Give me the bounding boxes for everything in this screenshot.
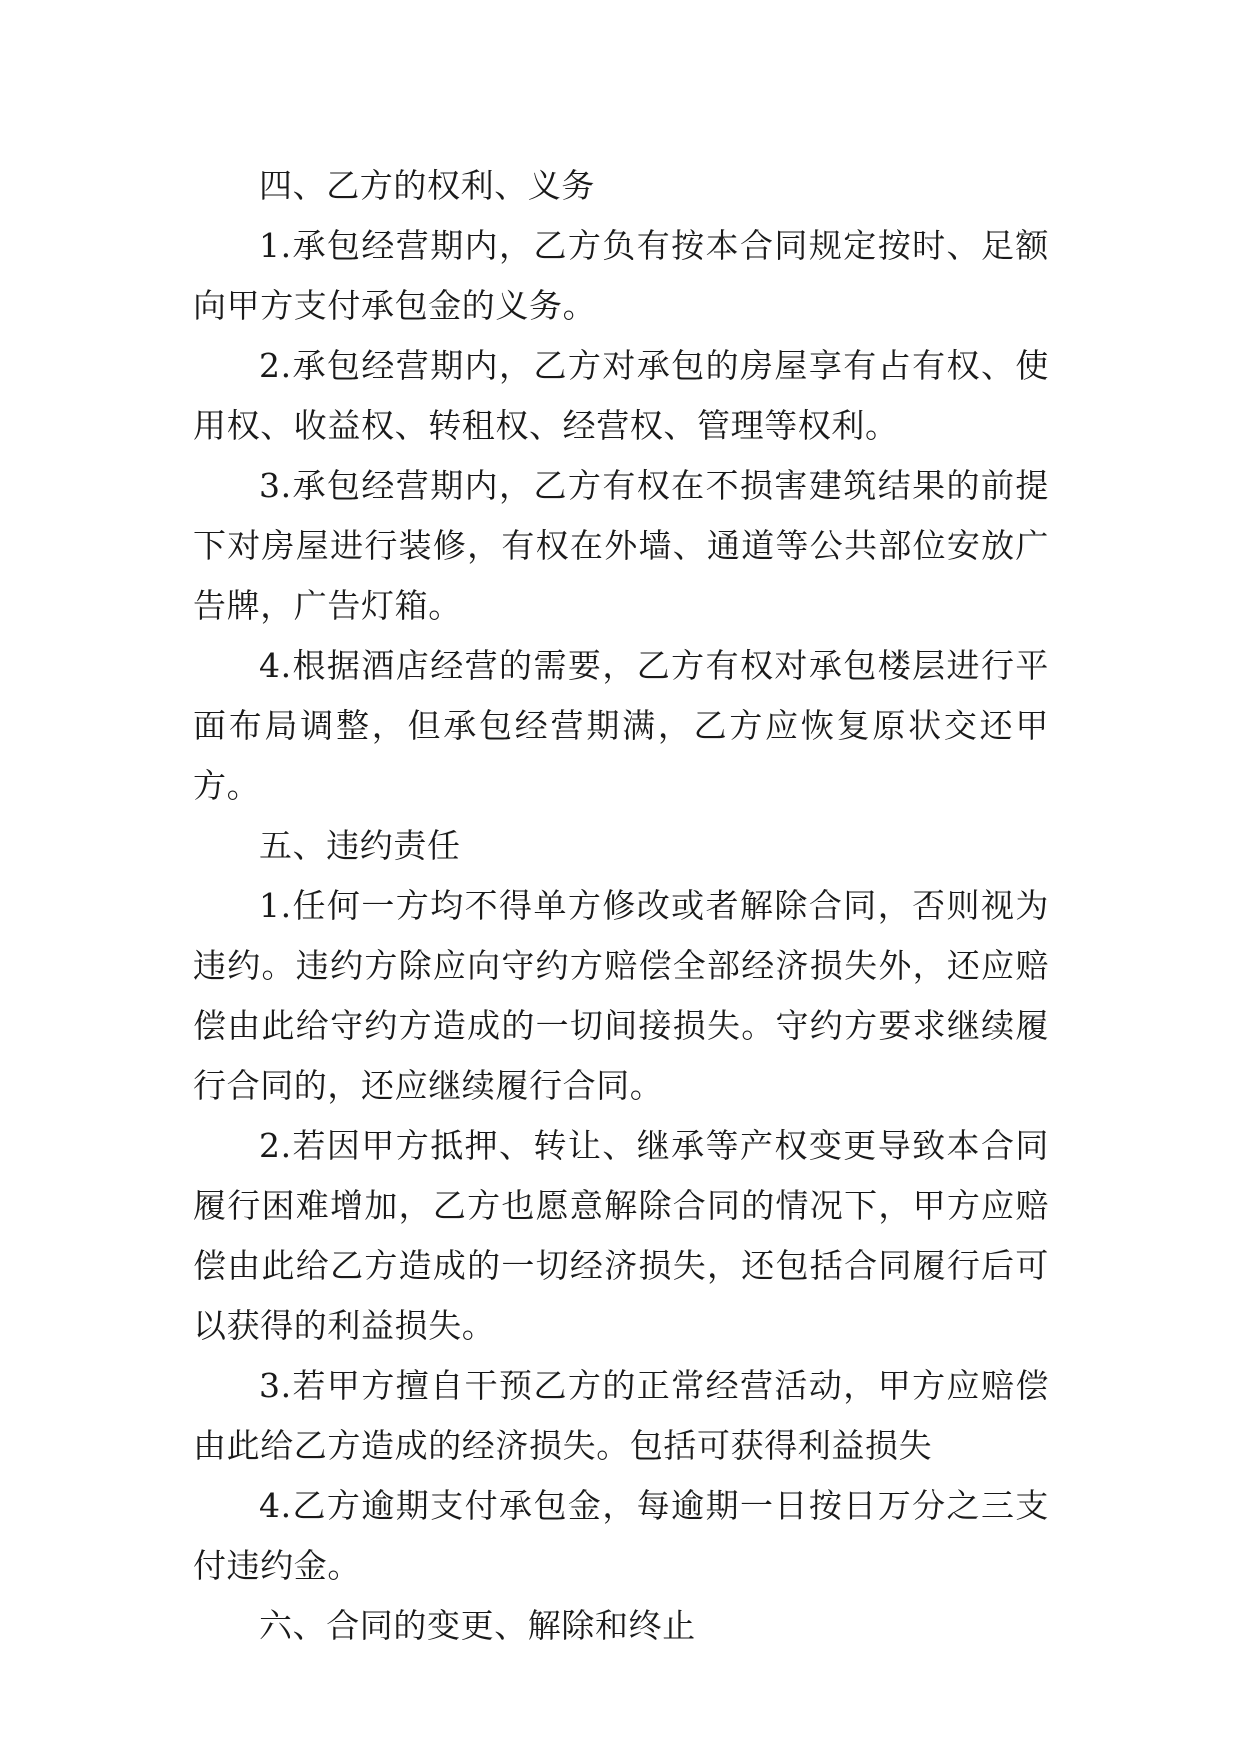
clause-5-4: 4.乙方逾期支付承包金，每逾期一日按日万分之三支付违约金。 — [193, 1486, 1049, 1585]
section-heading-contract-change: 六、合同的变更、解除和终止 — [259, 1606, 696, 1645]
clause-4-2: 2.承包经营期内，乙方对承包的房屋享有占有权、使用权、收益权、转租权、经营权、管理等权利。 — [193, 346, 1049, 445]
clause-4-1: 1.承包经营期内，乙方负有按本合同规定按时、足额向甲方支付承包金的义务。 — [193, 226, 1049, 325]
clause-4-3: 3.承包经营期内，乙方有权在不损害建筑结果的前提下对房屋进行装修，有权在外墙、通道等公共部位安放广告牌，广告灯箱。 — [193, 466, 1049, 625]
section-heading-rights-obligations: 四、乙方的权利、义务 — [259, 166, 595, 205]
section-heading-breach-liability: 五、违约责任 — [259, 826, 461, 865]
clause-5-2: 2.若因甲方抵押、转让、继承等产权变更导致本合同履行困难增加，乙方也愿意解除合同的情况下，甲方应赔偿由此给乙方造成的一切经济损失，还包括合同履行后可以获得的利益损失。 — [193, 1126, 1049, 1345]
document-body — [193, 156, 1049, 1656]
clause-5-1: 1.任何一方均不得单方修改或者解除合同，否则视为违约。违约方除应向守约方赔偿全部经济损失外，还应赔偿由此给守约方造成的一切间接损失。守约方要求继续履行合同的，还应继续履行合同。 — [193, 886, 1049, 1105]
clause-4-4: 4.根据酒店经营的需要，乙方有权对承包楼层进行平面布局调整，但承包经营期满，乙方应恢复原状交还甲方。 — [193, 646, 1049, 805]
clause-5-3: 3.若甲方擅自干预乙方的正常经营活动，甲方应赔偿由此给乙方造成的经济损失。包括可获得利益损失 — [193, 1366, 1049, 1465]
